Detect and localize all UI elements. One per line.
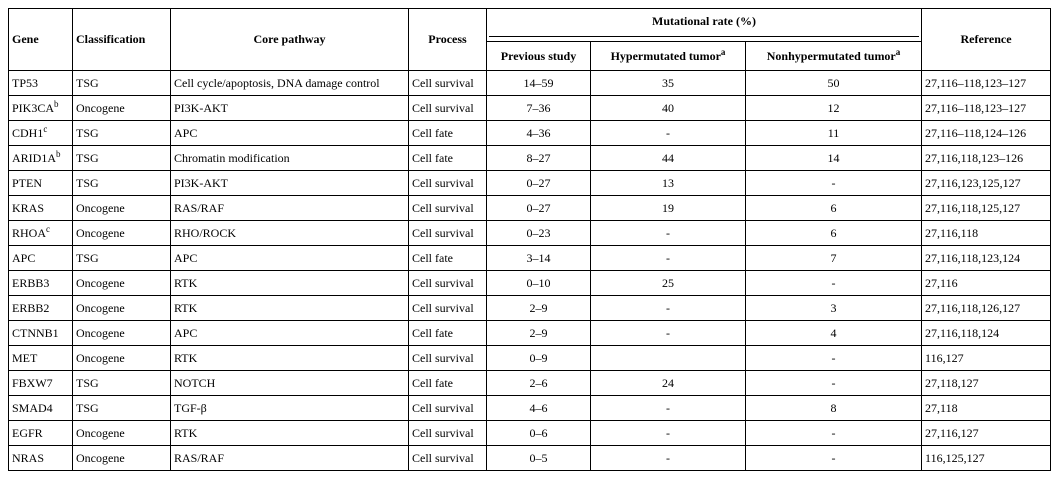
gene-cell [9, 346, 73, 371]
pathway-cell: APC [171, 321, 409, 346]
classification-cell: Oncogene [73, 421, 171, 446]
reference-cell: 27,118,127 [922, 371, 1051, 396]
table-row [9, 371, 1051, 396]
process-cell: Cell survival [409, 196, 487, 221]
previous-study-cell: 3–14 [487, 246, 591, 271]
previous-study-cell: 4–36 [487, 121, 591, 146]
classification-cell: Oncogene [73, 321, 171, 346]
process-cell: Cell fate [409, 321, 487, 346]
table-row [9, 421, 1051, 446]
gene-name: ARID1A [12, 150, 56, 165]
table-row [9, 296, 1051, 321]
previous-study-cell: 0–9 [487, 346, 591, 371]
nonhypermutated-cell: 7 [746, 246, 922, 271]
classification-cell: TSG [73, 371, 171, 396]
reference-cell: 27,116,123,125,127 [922, 171, 1051, 196]
reference-cell: 27,116,118,125,127 [922, 196, 1051, 221]
pathway-cell: PI3K-AKT [171, 171, 409, 196]
nonhypermutated-cell: 50 [746, 71, 922, 96]
pathway-cell: RAS/RAF [171, 196, 409, 221]
hypermutated-cell: - [591, 121, 746, 146]
reference-cell: 27,116,118 [922, 221, 1051, 246]
gene-footnote: c [43, 123, 48, 134]
header-nonhypermutated-label: Nonhypermutated tumor [766, 48, 896, 63]
nonhypermutated-cell: 4 [746, 321, 922, 346]
gene-cell [9, 371, 73, 396]
previous-study-cell: 0–23 [487, 221, 591, 246]
table-row [9, 396, 1051, 421]
gene-name: CDH1 [12, 125, 44, 140]
gene-cell [9, 321, 73, 346]
gene-name: CTNNB1 [12, 325, 59, 340]
pathway-cell: NOTCH [171, 371, 409, 396]
gene-cell [9, 271, 73, 296]
process-cell: Cell fate [409, 371, 487, 396]
gene-name: EGFR [12, 425, 43, 440]
table-row [9, 171, 1051, 196]
header-hypermutated-label: Hypermutated tumor [610, 48, 721, 63]
pathway-cell: RAS/RAF [171, 446, 409, 471]
hypermutated-cell: - [591, 221, 746, 246]
header-reference: Reference [922, 9, 1051, 71]
classification-cell: Oncogene [73, 96, 171, 121]
classification-cell: Oncogene [73, 196, 171, 221]
gene-name: SMAD4 [12, 400, 53, 415]
reference-cell: 27,116–118,123–127 [922, 96, 1051, 121]
pathway-cell: APC [171, 121, 409, 146]
pathway-cell: PI3K-AKT [171, 96, 409, 121]
classification-cell: TSG [73, 146, 171, 171]
header-mutational-rate-label: Mutational rate (%) [652, 14, 756, 28]
hypermutated-cell: 40 [591, 96, 746, 121]
process-cell: Cell survival [409, 171, 487, 196]
classification-cell: TSG [73, 246, 171, 271]
process-cell: Cell survival [409, 346, 487, 371]
reference-cell: 27,116,118,124 [922, 321, 1051, 346]
gene-name: NRAS [12, 450, 45, 465]
previous-study-cell: 2–9 [487, 321, 591, 346]
reference-cell: 27,116,118,123,124 [922, 246, 1051, 271]
classification-cell: Oncogene [73, 296, 171, 321]
process-cell: Cell fate [409, 146, 487, 171]
gene-cell [9, 96, 73, 121]
reference-cell: 116,125,127 [922, 446, 1051, 471]
hypermutated-cell: 35 [591, 71, 746, 96]
header-process: Process [409, 9, 487, 71]
hypermutated-cell: 44 [591, 146, 746, 171]
reference-cell: 27,116 [922, 271, 1051, 296]
table-row [9, 71, 1051, 96]
previous-study-cell: 4–6 [487, 396, 591, 421]
process-cell: Cell survival [409, 421, 487, 446]
process-cell: Cell survival [409, 396, 487, 421]
process-cell: Cell survival [409, 446, 487, 471]
previous-study-cell: 0–5 [487, 446, 591, 471]
gene-cell [9, 146, 73, 171]
table-row [9, 196, 1051, 221]
classification-cell: Oncogene [73, 271, 171, 296]
gene-name: PIK3CA [12, 100, 55, 115]
previous-study-cell: 2–9 [487, 296, 591, 321]
hypermutated-cell [591, 346, 746, 371]
previous-study-cell: 0–6 [487, 421, 591, 446]
nonhypermutated-cell: 11 [746, 121, 922, 146]
table-row [9, 321, 1051, 346]
nonhypermutated-cell: - [746, 346, 922, 371]
reference-cell: 27,118 [922, 396, 1051, 421]
gene-footnote: b [56, 148, 61, 159]
hypermutated-cell: - [591, 296, 746, 321]
mutation-table [8, 8, 1051, 471]
classification-cell: TSG [73, 71, 171, 96]
hypermutated-cell: - [591, 446, 746, 471]
table-body [9, 71, 1051, 471]
header-previous-study: Previous study [487, 42, 591, 71]
classification-cell: Oncogene [73, 446, 171, 471]
reference-cell: 27,116,118,123–126 [922, 146, 1051, 171]
hypermutated-cell: - [591, 396, 746, 421]
classification-cell: TSG [73, 171, 171, 196]
process-cell: Cell fate [409, 121, 487, 146]
hypermutated-cell: 19 [591, 196, 746, 221]
nonhypermutated-cell: 6 [746, 221, 922, 246]
nonhypermutated-cell: 8 [746, 396, 922, 421]
previous-study-cell: 0–27 [487, 196, 591, 221]
gene-name: PTEN [12, 175, 42, 190]
process-cell: Cell survival [409, 96, 487, 121]
header-classification: Classification [73, 9, 171, 71]
gene-name: RHOA [12, 225, 47, 240]
nonhypermutated-cell: 14 [746, 146, 922, 171]
reference-cell: 27,116–118,123–127 [922, 71, 1051, 96]
classification-cell: Oncogene [73, 346, 171, 371]
gene-cell [9, 221, 73, 246]
previous-study-cell: 0–10 [487, 271, 591, 296]
hypermutated-cell: - [591, 421, 746, 446]
reference-cell: 116,127 [922, 346, 1051, 371]
gene-name: MET [12, 350, 38, 365]
nonhypermutated-cell: 3 [746, 296, 922, 321]
header-hypermutated-sup: a [720, 46, 726, 57]
reference-cell: 27,116,127 [922, 421, 1051, 446]
process-cell: Cell survival [409, 71, 487, 96]
process-cell: Cell survival [409, 271, 487, 296]
nonhypermutated-cell: - [746, 371, 922, 396]
classification-cell: Oncogene [73, 221, 171, 246]
classification-cell: TSG [73, 396, 171, 421]
nonhypermutated-cell: 6 [746, 196, 922, 221]
process-cell: Cell survival [409, 221, 487, 246]
gene-name: APC [12, 250, 36, 265]
pathway-cell: RTK [171, 421, 409, 446]
gene-footnote: c [46, 223, 51, 234]
gene-cell [9, 196, 73, 221]
header-hypermutated [591, 42, 746, 71]
previous-study-cell: 7–36 [487, 96, 591, 121]
gene-footnote: b [54, 98, 59, 109]
gene-cell [9, 121, 73, 146]
classification-cell: TSG [73, 121, 171, 146]
process-cell: Cell survival [409, 296, 487, 321]
hypermutated-cell: 24 [591, 371, 746, 396]
gene-name: TP53 [12, 75, 39, 90]
previous-study-cell: 14–59 [487, 71, 591, 96]
hypermutated-cell: - [591, 246, 746, 271]
table-row [9, 271, 1051, 296]
reference-cell: 27,116–118,124–126 [922, 121, 1051, 146]
pathway-cell: RHO/ROCK [171, 221, 409, 246]
table-row [9, 446, 1051, 471]
nonhypermutated-cell: 12 [746, 96, 922, 121]
header-gene: Gene [9, 9, 73, 71]
pathway-cell: Chromatin modification [171, 146, 409, 171]
gene-cell [9, 246, 73, 271]
gene-name: ERBB3 [12, 275, 50, 290]
previous-study-cell: 0–27 [487, 171, 591, 196]
header-mutational-rate [487, 9, 922, 42]
reference-cell: 27,116,118,126,127 [922, 296, 1051, 321]
header-rule [489, 36, 919, 37]
header-core-pathway: Core pathway [171, 9, 409, 71]
table-row [9, 221, 1051, 246]
nonhypermutated-cell: - [746, 421, 922, 446]
gene-cell [9, 421, 73, 446]
gene-cell [9, 296, 73, 321]
pathway-cell: RTK [171, 296, 409, 321]
pathway-cell: RTK [171, 271, 409, 296]
nonhypermutated-cell: - [746, 271, 922, 296]
table-row [9, 246, 1051, 271]
nonhypermutated-cell: - [746, 171, 922, 196]
gene-name: ERBB2 [12, 300, 50, 315]
pathway-cell: TGF-β [171, 396, 409, 421]
table-row [9, 146, 1051, 171]
header-nonhypermutated [746, 42, 922, 71]
hypermutated-cell: - [591, 321, 746, 346]
gene-cell [9, 71, 73, 96]
pathway-cell: Cell cycle/apoptosis, DNA damage control [171, 71, 409, 96]
pathway-cell: APC [171, 246, 409, 271]
table-row [9, 346, 1051, 371]
hypermutated-cell: 25 [591, 271, 746, 296]
gene-name: KRAS [12, 200, 45, 215]
table-row [9, 121, 1051, 146]
gene-cell [9, 446, 73, 471]
pathway-cell: RTK [171, 346, 409, 371]
gene-name: FBXW7 [12, 375, 53, 390]
previous-study-cell: 2–6 [487, 371, 591, 396]
gene-cell [9, 396, 73, 421]
previous-study-cell: 8–27 [487, 146, 591, 171]
hypermutated-cell: 13 [591, 171, 746, 196]
header-nonhypermutated-sup: a [895, 46, 901, 57]
process-cell: Cell fate [409, 246, 487, 271]
gene-cell [9, 171, 73, 196]
nonhypermutated-cell: - [746, 446, 922, 471]
table-row [9, 96, 1051, 121]
